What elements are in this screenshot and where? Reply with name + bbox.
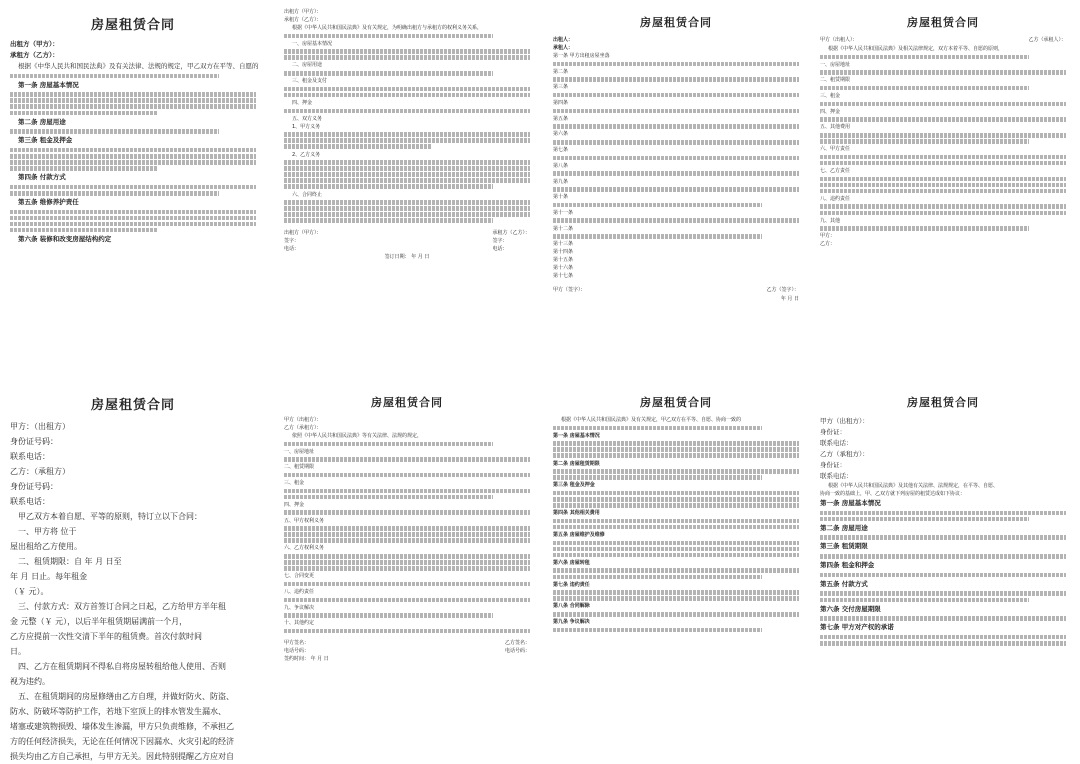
body-text-line bbox=[820, 535, 1066, 540]
section-heading: 五、其他费用 bbox=[820, 124, 851, 131]
article-heading: 第四条 租金和押金 bbox=[820, 561, 875, 570]
body-text-line bbox=[553, 628, 762, 633]
body-text-line bbox=[553, 475, 762, 480]
body-text-line bbox=[10, 166, 158, 171]
section-heading: 三、租金 bbox=[284, 480, 305, 487]
party-b-label: 乙方（承租方）： bbox=[820, 450, 869, 458]
article-heading: 第十三条 bbox=[553, 241, 574, 248]
subsection-heading: 2、乙方义务 bbox=[292, 151, 321, 158]
phone-label: 联系电话： bbox=[820, 439, 853, 447]
party-a-label: 甲方（出租方）： bbox=[820, 417, 869, 425]
section-heading: 五、双方义务 bbox=[292, 115, 323, 122]
body-text-line bbox=[284, 184, 493, 189]
phone-label: 联系电话： bbox=[10, 452, 50, 461]
subsection-heading: 1、甲方义务 bbox=[292, 123, 321, 130]
body-text-line bbox=[284, 532, 530, 537]
body-text-line bbox=[820, 139, 1029, 144]
article-heading: 第七条 违约责任 bbox=[553, 581, 590, 588]
article-heading: 第六条 交付房屋期限 bbox=[820, 604, 881, 613]
body-text-line bbox=[10, 129, 219, 134]
preamble-line: 根据《中华人民共和国民法典》及相关法律规定，双方本着平等、自愿的原则， bbox=[828, 46, 1004, 52]
phone-label: 联系电话： bbox=[10, 497, 50, 506]
body-text-line bbox=[284, 582, 530, 587]
section-heading: 二、租赁期限 bbox=[284, 464, 315, 471]
page-title: 房屋租赁合同 bbox=[907, 396, 979, 409]
lessee-label: 承租人： bbox=[553, 45, 574, 51]
body-text-line bbox=[553, 93, 799, 98]
section-heading: 三、租金及支付 bbox=[292, 78, 328, 85]
clause-line: 四、乙方在租赁期间不得私自将房屋转租给他人使用、否则 bbox=[18, 662, 226, 671]
article-heading: 第四条 bbox=[553, 100, 569, 107]
id-number-label: 身份证号码： bbox=[10, 482, 58, 491]
body-text-line bbox=[284, 566, 530, 571]
section-heading: 第五条 维修养护责任 bbox=[18, 198, 79, 207]
body-text-line bbox=[553, 447, 799, 452]
sign-date: 年 月 日 bbox=[780, 296, 799, 303]
article-heading: 第十六条 bbox=[553, 265, 574, 272]
body-text-line bbox=[284, 178, 530, 183]
body-text-line bbox=[284, 495, 493, 500]
party-a-signature-label: 甲方： bbox=[820, 233, 836, 240]
clause-line: 一、甲方将 位于 bbox=[18, 527, 77, 536]
article-heading: 第十四条 bbox=[553, 249, 574, 256]
article-heading: 第一条 甲方出租房屋坐落 bbox=[553, 53, 610, 59]
clause-line: 方的任何经济损失，无论在任何情况下因漏水、火灾引起的经济 bbox=[10, 737, 234, 746]
article-heading: 第五条 付款方式 bbox=[820, 579, 868, 588]
body-text-line bbox=[820, 189, 1066, 194]
body-text-line bbox=[284, 212, 530, 217]
body-text-line bbox=[820, 177, 1066, 182]
page-title: 房屋租赁合同 bbox=[907, 16, 979, 29]
party-a-label: 出租方（甲方）： bbox=[10, 40, 59, 48]
party-b-label: 乙方（承租方）： bbox=[284, 425, 322, 431]
party-b-signature-label: 乙方（签字）： bbox=[766, 287, 799, 294]
body-text-line bbox=[284, 132, 530, 137]
clause-line: （￥ 元）。 bbox=[10, 587, 49, 596]
section-heading: 二、房屋用途 bbox=[292, 62, 323, 69]
body-text-line bbox=[10, 222, 256, 227]
body-text-line bbox=[284, 87, 530, 92]
body-text-line bbox=[820, 161, 1066, 166]
body-text-line bbox=[284, 34, 493, 39]
signature-label: 签字： bbox=[284, 237, 300, 244]
lessee-label: 乙方（承租人）： bbox=[1028, 37, 1066, 43]
party-a-signature-label: 甲方签名： bbox=[284, 640, 310, 647]
body-text-line bbox=[553, 469, 799, 474]
body-text-line bbox=[820, 211, 1066, 216]
body-text-line bbox=[553, 491, 799, 496]
body-text-line bbox=[284, 144, 432, 149]
article-heading: 第十二条 bbox=[553, 225, 574, 232]
body-text-line bbox=[10, 210, 256, 215]
contract-page-4 bbox=[812, 2, 1074, 372]
clause-line: 日。 bbox=[10, 647, 26, 656]
section-heading: 二、租赁期限 bbox=[820, 77, 851, 84]
id-number-label: 身份证： bbox=[820, 428, 846, 436]
body-text-line bbox=[284, 473, 530, 478]
page-title: 房屋租赁合同 bbox=[640, 16, 712, 29]
article-heading: 第三条 租赁期限 bbox=[820, 542, 868, 551]
body-text-line bbox=[553, 234, 762, 239]
section-heading: 四、押金 bbox=[292, 99, 313, 106]
party-b-label: 乙方：（承租方） bbox=[10, 467, 70, 476]
article-heading: 第三条 租金及押金 bbox=[553, 482, 595, 489]
body-text-line bbox=[820, 55, 1029, 60]
body-text-line bbox=[284, 172, 530, 177]
body-text-line bbox=[553, 497, 799, 502]
preamble-line: 甲乙双方本着自愿、平等的原则，特订立以下合同： bbox=[18, 512, 202, 521]
section-heading: 七、合同变更 bbox=[284, 573, 315, 580]
body-text-line bbox=[284, 160, 530, 165]
signature-block bbox=[284, 229, 530, 253]
phone-label: 电话： bbox=[492, 245, 508, 252]
article-heading: 第三条 bbox=[553, 84, 569, 91]
section-heading: 六、甲方责任 bbox=[820, 146, 851, 153]
article-heading: 第一条 房屋基本情况 bbox=[820, 499, 881, 507]
body-text-line bbox=[284, 526, 530, 531]
body-text-line bbox=[820, 86, 1029, 91]
body-text-line bbox=[284, 457, 530, 462]
body-text-line bbox=[553, 612, 799, 617]
article-heading: 第六条 房屋转租 bbox=[553, 559, 590, 566]
article-heading: 第十一条 bbox=[553, 209, 574, 216]
body-text-line bbox=[10, 104, 256, 109]
id-number-label: 身份证号码： bbox=[10, 437, 58, 446]
phone-label: 电话号码： bbox=[504, 648, 530, 655]
section-heading: 三、租金 bbox=[820, 93, 841, 100]
article-heading: 第一条 房屋基本情况 bbox=[553, 432, 600, 439]
body-text-line bbox=[10, 92, 256, 97]
section-heading: 九、其他 bbox=[820, 217, 841, 224]
party-a-label: 出租方（甲方）： bbox=[284, 9, 322, 15]
party-b-signature-label: 乙方： bbox=[820, 241, 836, 248]
body-text-line bbox=[553, 156, 799, 161]
lessor-label: 甲方（出租人）： bbox=[820, 37, 858, 43]
contract-page-2 bbox=[276, 2, 538, 372]
section-heading: 四、押金 bbox=[284, 501, 305, 508]
signature-block bbox=[553, 286, 799, 295]
clause-line: 金 元整（￥ 元），以后半年租赁期届满前一个月， bbox=[10, 617, 188, 626]
body-text-line bbox=[820, 155, 1066, 160]
body-text-line bbox=[553, 124, 799, 129]
body-text-line bbox=[820, 183, 1066, 188]
article-heading: 第十七条 bbox=[553, 273, 574, 280]
body-text-line bbox=[10, 74, 219, 79]
section-heading: 第四条 付款方式 bbox=[18, 173, 66, 182]
contract-page-1 bbox=[2, 2, 264, 372]
section-heading: 一、房屋地址 bbox=[820, 61, 851, 68]
body-text-line bbox=[820, 635, 1066, 640]
article-heading: 第二条 bbox=[553, 68, 569, 75]
party-b-label: 承租方（乙方）： bbox=[284, 17, 322, 23]
body-text-line bbox=[553, 218, 799, 223]
party-b-signature-label: 承租方（乙方）： bbox=[492, 229, 530, 236]
contract-page-3 bbox=[545, 2, 807, 372]
body-text-line bbox=[284, 538, 530, 543]
body-text-line bbox=[10, 111, 158, 116]
body-text-line bbox=[284, 206, 530, 211]
clause-line: 屋出租给乙方使用。 bbox=[10, 542, 82, 551]
article-heading: 第七条 bbox=[553, 147, 569, 154]
body-text-line bbox=[553, 553, 799, 558]
body-text-line bbox=[553, 171, 799, 176]
article-heading: 第二条 房屋租赁期限 bbox=[553, 460, 600, 467]
body-text-line bbox=[284, 629, 530, 634]
article-heading: 第九条 bbox=[553, 178, 569, 185]
body-text-line bbox=[284, 598, 530, 603]
section-heading: 第三条 租金及押金 bbox=[18, 136, 73, 145]
party-a-signature-label: 甲方（签字）： bbox=[553, 287, 586, 294]
body-text-line bbox=[284, 510, 530, 515]
sign-date: 签约时间： 年 月 日 bbox=[284, 656, 329, 663]
body-text-line bbox=[820, 591, 1066, 596]
article-heading: 第八条 合同解除 bbox=[553, 603, 590, 610]
body-text-line bbox=[820, 598, 1029, 603]
body-text-line bbox=[553, 453, 799, 458]
clause-line: 视为违约。 bbox=[10, 677, 50, 686]
signature-block bbox=[284, 639, 530, 655]
clause-line: 防水、防破坏等防护工作，若地下室顶上的排水管发生漏水、 bbox=[10, 707, 226, 716]
clause-line: 五、在租赁期间的房屋修缮由乙方自理，并做好防火、防盗、 bbox=[18, 692, 234, 701]
body-text-line bbox=[284, 166, 530, 171]
body-text-line bbox=[284, 49, 530, 54]
page-title: 房屋租赁合同 bbox=[90, 18, 175, 33]
body-text-line bbox=[284, 55, 530, 60]
clause-line: 三、付款方式：双方首签订合同之日起，乙方给甲方半年租 bbox=[18, 602, 226, 611]
clause-line: 年 月 日止。每年租金 bbox=[10, 572, 88, 581]
body-text-line bbox=[820, 102, 1066, 107]
article-heading: 第十五条 bbox=[553, 257, 574, 264]
section-heading: 四、押金 bbox=[820, 108, 841, 115]
body-text-line bbox=[284, 554, 530, 559]
phone-label: 电话： bbox=[284, 245, 300, 252]
body-text-line bbox=[10, 154, 256, 159]
body-text-line bbox=[10, 191, 219, 196]
body-text-line bbox=[820, 554, 1066, 559]
body-text-line bbox=[553, 547, 799, 552]
page-title: 房屋租赁合同 bbox=[640, 396, 712, 409]
parties-row bbox=[820, 36, 1066, 45]
body-text-line bbox=[553, 109, 799, 114]
preamble-line: 依照《中华人民共和国民法典》等有关法律、法规的规定， bbox=[292, 433, 423, 439]
body-text-line bbox=[553, 541, 799, 546]
body-text-line bbox=[284, 560, 530, 565]
body-text-line bbox=[284, 218, 493, 223]
body-text-line bbox=[284, 489, 530, 494]
section-heading: 六、合同终止 bbox=[292, 191, 323, 198]
body-text-line bbox=[10, 185, 256, 190]
article-heading: 第四条 其他相关费用 bbox=[553, 510, 600, 517]
clause-line: 损失均由乙方自己承担，与甲方无关。因此特别提醒乙方应对自 bbox=[10, 752, 234, 761]
body-text-line bbox=[820, 70, 1066, 75]
contract-page-7 bbox=[545, 382, 807, 752]
party-a-signature-label: 出租方（甲方）： bbox=[284, 229, 322, 236]
article-heading: 第五条 bbox=[553, 115, 569, 122]
body-text-line bbox=[553, 62, 799, 67]
section-heading: 一、房屋地址 bbox=[284, 448, 315, 455]
body-text-line bbox=[820, 133, 1066, 138]
section-heading: 八、违约责任 bbox=[284, 588, 315, 595]
phone-label: 联系电话： bbox=[820, 472, 853, 480]
lessor-label: 出租人： bbox=[553, 37, 574, 43]
preamble-line: 根据《中华人民共和国民法典》及有关规定，甲乙双方在平等、自愿、协商一致的 bbox=[561, 417, 742, 423]
body-text-line bbox=[553, 140, 799, 145]
body-text-line bbox=[553, 503, 799, 508]
body-text-line bbox=[820, 204, 1066, 209]
contract-page-6 bbox=[276, 382, 538, 752]
section-heading: 一、房屋基本情况 bbox=[292, 40, 333, 47]
preamble-line: 根据《中华人民共和国民法典》及有关规定，为明确出租方与承租方的权利义务关系， bbox=[292, 25, 483, 31]
body-text-line bbox=[284, 138, 530, 143]
id-number-label: 身份证： bbox=[820, 461, 846, 469]
body-text-line bbox=[10, 228, 158, 233]
article-heading: 第二条 房屋用途 bbox=[820, 523, 868, 532]
body-text-line bbox=[284, 613, 493, 618]
body-text-line bbox=[820, 641, 1066, 646]
section-heading: 第一条 房屋基本情况 bbox=[18, 80, 79, 89]
body-text-line bbox=[10, 160, 256, 165]
preamble-line: 根据《中华人民共和国民法典》及有关法律、法规的规定，甲乙双方在平等、自愿的 bbox=[18, 62, 259, 70]
article-heading: 第七条 甲方对产权的承诺 bbox=[820, 623, 894, 632]
party-a-label: 甲方：（出租方） bbox=[10, 422, 70, 431]
body-text-line bbox=[820, 573, 1066, 578]
preamble-line: 根据《中华人民共和国民法典》及其他有关法律、法规规定，在平等、自愿、 bbox=[828, 483, 999, 489]
section-heading: 第二条 房屋用途 bbox=[18, 117, 66, 126]
article-heading: 第六条 bbox=[553, 131, 569, 138]
body-text-line bbox=[820, 226, 1029, 231]
article-heading: 第八条 bbox=[553, 162, 569, 169]
body-text-line bbox=[820, 517, 1029, 522]
body-text-line bbox=[284, 109, 530, 114]
section-heading: 十、其他约定 bbox=[284, 620, 315, 627]
page-title: 房屋租赁合同 bbox=[371, 396, 443, 409]
party-a-label: 甲方（出租方）： bbox=[284, 417, 322, 423]
body-text-line bbox=[820, 117, 1066, 122]
preamble-line: 协商一致的基础上，甲、乙双方就下列房屋的租赁达成如下协议： bbox=[820, 491, 966, 497]
section-heading: 八、违约责任 bbox=[820, 195, 851, 202]
body-text-line bbox=[553, 426, 762, 431]
section-heading: 六、乙方权利义务 bbox=[284, 545, 325, 552]
body-text-line bbox=[284, 200, 530, 205]
body-text-line bbox=[553, 590, 799, 595]
section-heading: 九、争议解决 bbox=[284, 604, 315, 611]
body-text-line bbox=[820, 511, 1066, 516]
body-text-line bbox=[10, 98, 256, 103]
body-text-line bbox=[284, 442, 493, 447]
article-heading: 第十条 bbox=[553, 194, 569, 201]
body-text-line bbox=[553, 525, 799, 530]
body-text-line bbox=[284, 71, 493, 76]
body-text-line bbox=[553, 441, 799, 446]
party-b-label: 承租方（乙方）： bbox=[10, 51, 59, 59]
clause-line: 二、租赁期限：自 年 月 日至 bbox=[18, 557, 122, 566]
body-text-line bbox=[553, 575, 762, 580]
section-heading: 第六条 装修和改变房屋结构约定 bbox=[18, 235, 112, 244]
contract-page-5 bbox=[2, 382, 264, 761]
body-text-line bbox=[553, 568, 799, 573]
page-title: 房屋租赁合同 bbox=[90, 398, 175, 413]
party-b-signature-label: 乙方签名： bbox=[504, 640, 530, 647]
section-heading: 七、乙方责任 bbox=[820, 168, 851, 174]
clause-line: 乙方应提前一次性交清下半年的租赁费。首次付款时间 bbox=[10, 632, 202, 641]
sign-date: 签订日期： 年 月 日 bbox=[384, 253, 430, 260]
body-text-line bbox=[553, 596, 799, 601]
body-text-line bbox=[10, 216, 256, 221]
body-text-line bbox=[553, 77, 799, 82]
body-text-line bbox=[553, 203, 762, 208]
contract-page-8 bbox=[812, 382, 1074, 752]
signature-label: 签字： bbox=[492, 237, 508, 244]
section-heading: 五、甲方权利义务 bbox=[284, 517, 325, 524]
article-heading: 第九条 争议解决 bbox=[553, 619, 590, 626]
article-heading: 第五条 房屋维护及维修 bbox=[553, 532, 605, 538]
body-text-line bbox=[553, 519, 799, 524]
phone-label: 电话号码： bbox=[284, 648, 310, 655]
body-text-line bbox=[553, 187, 799, 192]
body-text-line bbox=[284, 93, 530, 98]
body-text-line bbox=[820, 616, 1066, 621]
clause-line: 堵塞或建筑物损毁、墙体发生渗漏，甲方只负责维修，不承担乙 bbox=[10, 722, 234, 731]
body-text-line bbox=[10, 148, 256, 153]
